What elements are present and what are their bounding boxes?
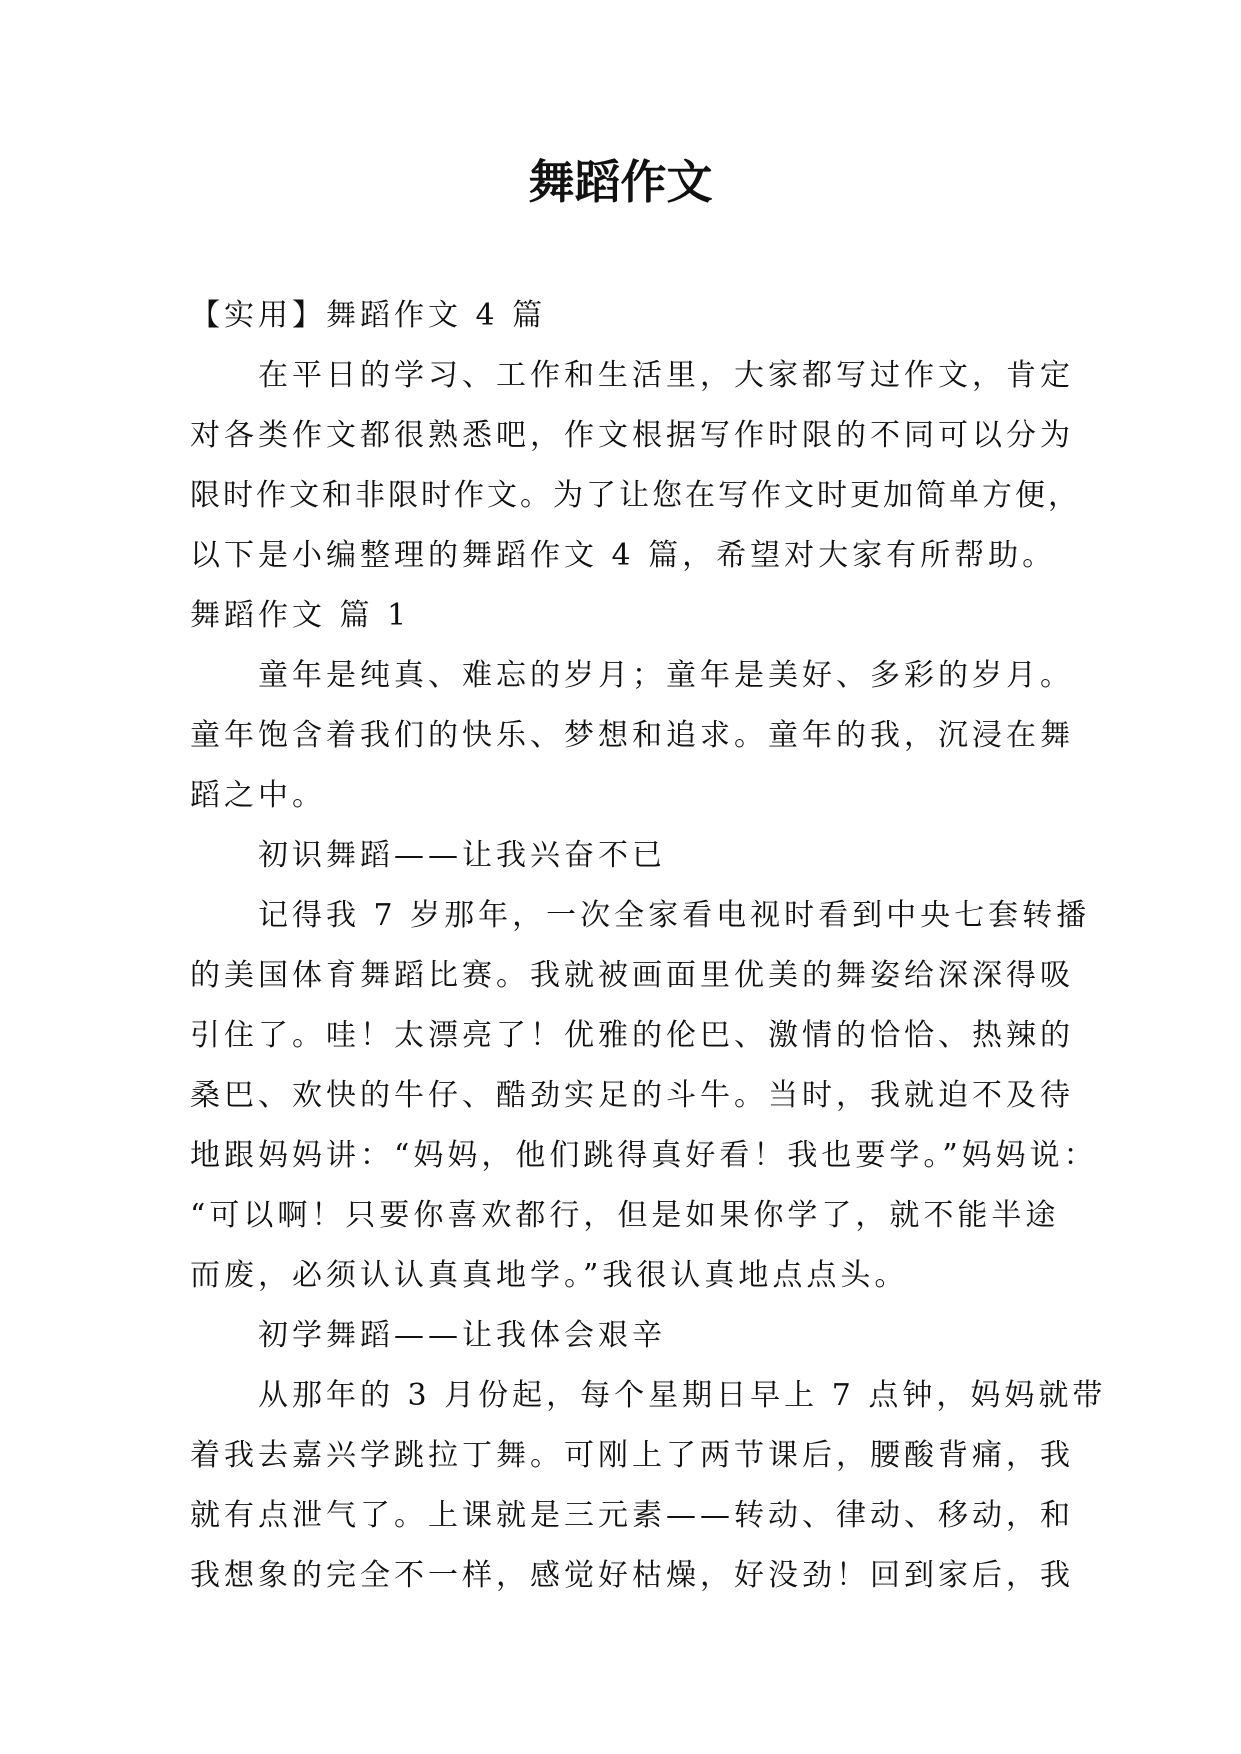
subsection-heading: 初识舞蹈——让我兴奋不已 [258, 838, 666, 873]
paragraph-line: 从那年的 3 月份起，每个星期日早上 7 点钟，妈妈就带 [258, 1378, 1107, 1413]
paragraph-line: 限时作文和非限时作文。为了让您在写作文时更加简单方便， [190, 478, 1081, 513]
document-subtitle: 【实用】舞蹈作文 4 篇 [190, 298, 547, 333]
paragraph-line: 童年饱含着我们的快乐、梦想和追求。童年的我，沉浸在舞 [190, 718, 1074, 753]
paragraph-line: 我想象的完全不一样，感觉好枯燥，好没劲！回到家后，我 [190, 1558, 1074, 1593]
paragraph-line: 就有点泄气了。上课就是三元素——转动、律动、移动，和 [190, 1498, 1074, 1533]
document-body [190, 286, 1107, 1606]
paragraph-line: 的美国体育舞蹈比赛。我就被画面里优美的舞姿给深深得吸 [190, 958, 1074, 993]
paragraph-line: 蹈之中。 [190, 778, 326, 813]
paragraph-line: 以下是小编整理的舞蹈作文 4 篇，希望对大家有所帮助。 [190, 538, 1057, 573]
section-heading: 舞蹈作文 篇 1 [190, 598, 411, 633]
paragraph-line: 在平日的学习、工作和生活里，大家都写过作文，肯定 [258, 358, 1074, 393]
paragraph-line: 着我去嘉兴学跳拉丁舞。可刚上了两节课后，腰酸背痛，我 [190, 1438, 1074, 1473]
paragraph-line: 记得我 7 岁那年，一次全家看电视时看到中央七套转播 [258, 898, 1091, 933]
paragraph-line: “可以啊！只要你喜欢都行，但是如果你学了，就不能半途 [190, 1198, 1060, 1233]
paragraph-line: 地跟妈妈讲：“妈妈，他们跳得真好看！我也要学。”妈妈说： [190, 1138, 1098, 1173]
subsection-heading: 初学舞蹈——让我体会艰辛 [258, 1318, 666, 1353]
document-title: 舞蹈作文 [528, 155, 713, 209]
paragraph-line: 而废，必须认认真真地学。”我很认真地点点头。 [190, 1258, 909, 1293]
paragraph-line: 桑巴、欢快的牛仔、酷劲实足的斗牛。当时，我就迫不及待 [190, 1078, 1074, 1113]
paragraph-line: 引住了。哇！太漂亮了！优雅的伦巴、激情的恰恰、热辣的 [190, 1018, 1074, 1053]
paragraph-line: 对各类作文都很熟悉吧，作文根据写作时限的不同可以分为 [190, 418, 1074, 453]
paragraph-line: 童年是纯真、难忘的岁月；童年是美好、多彩的岁月。 [258, 658, 1074, 693]
